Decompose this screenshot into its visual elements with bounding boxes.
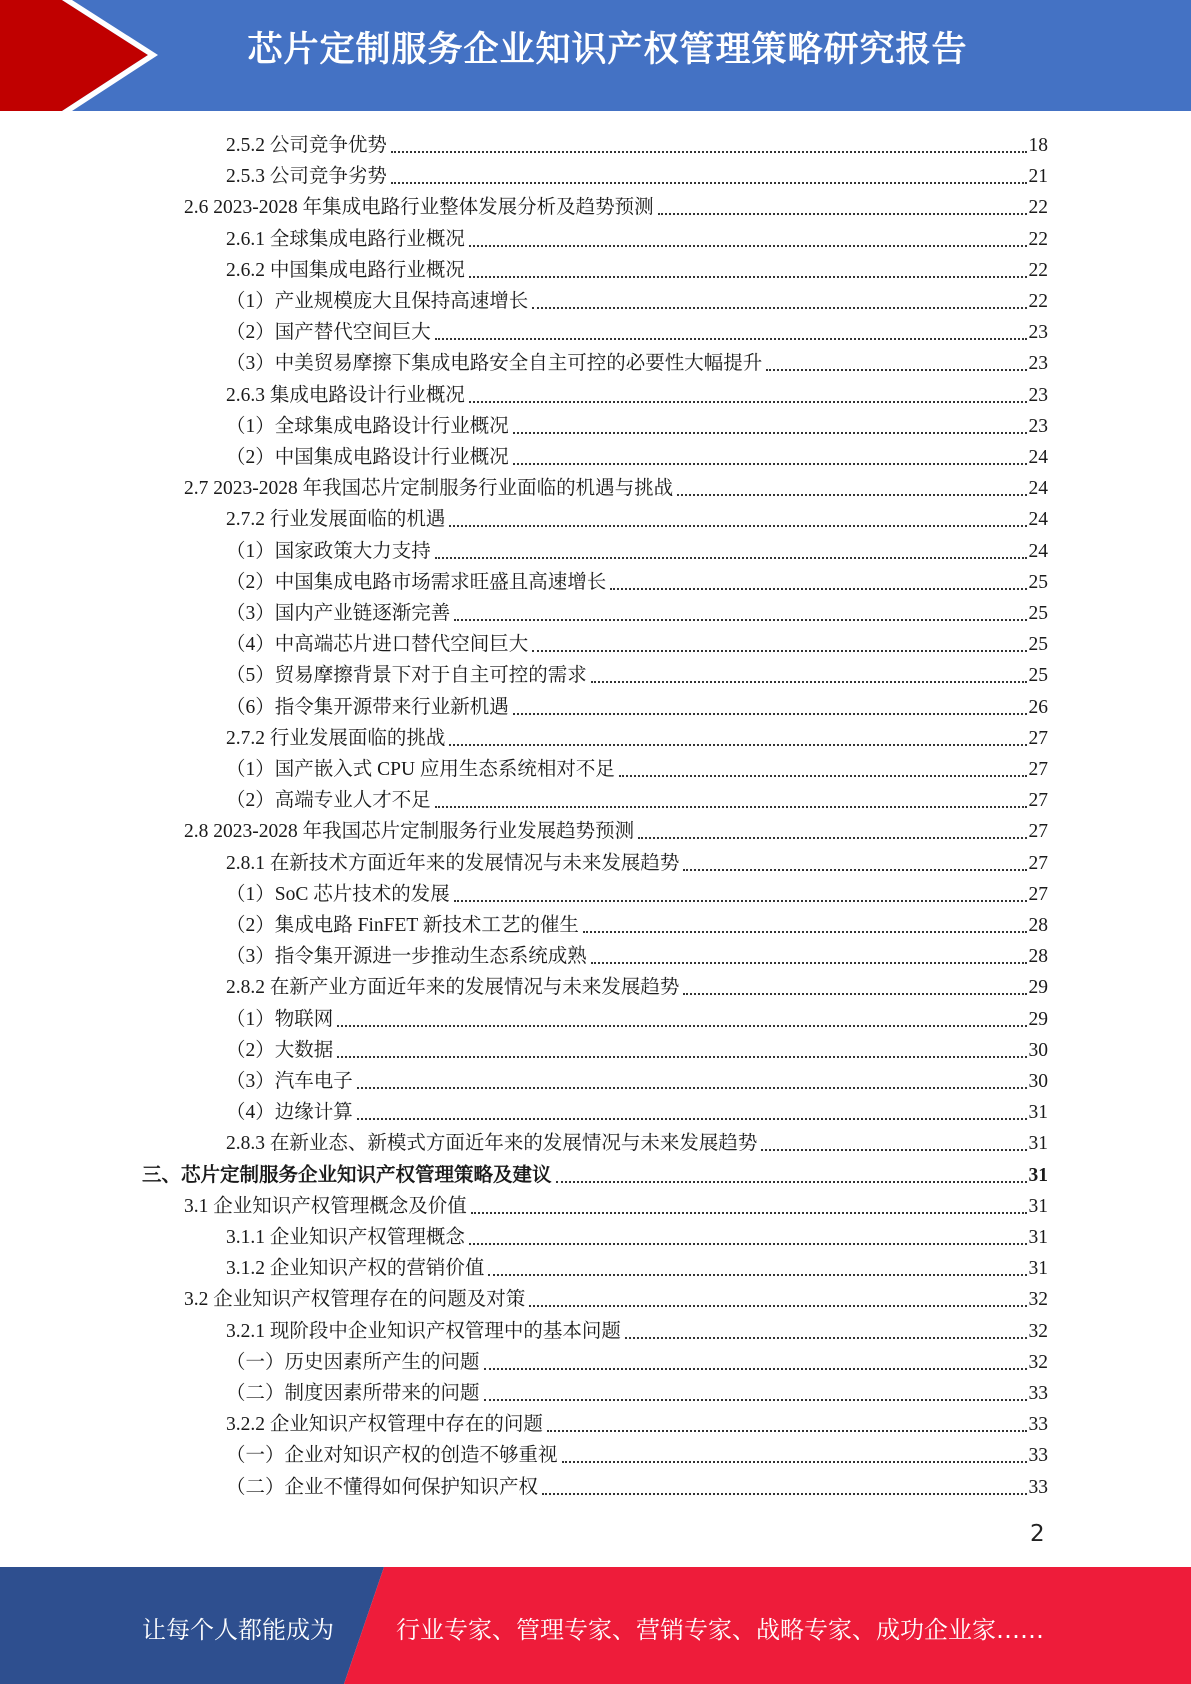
- toc-entry[interactable]: [226, 969, 1048, 1000]
- toc-entry[interactable]: [226, 1219, 1048, 1250]
- toc-entry-title: 2.5.3 公司竞争劣势: [226, 166, 387, 187]
- toc-entry[interactable]: [226, 626, 1048, 657]
- toc-leader-dots: [471, 1211, 1027, 1214]
- toc-entry-page: 23: [1028, 353, 1048, 374]
- toc-entry-title: 2.8.1 在新技术方面近年来的发展情况与未来发展趋势: [226, 853, 680, 874]
- toc-leader-dots: [513, 712, 1027, 715]
- toc-entry[interactable]: [226, 439, 1048, 470]
- toc-entry-title: 2.6.3 集成电路设计行业概况: [226, 385, 465, 406]
- toc-leader-dots: [513, 462, 1027, 465]
- toc-leader-dots: [529, 1304, 1026, 1307]
- toc-entry-title: 2.5.2 公司竞争优势: [226, 135, 387, 156]
- toc-entry-title: 3.2.1 现阶段中企业知识产权管理中的基本问题: [226, 1321, 621, 1342]
- toc-entry[interactable]: [184, 470, 1048, 501]
- toc-entry-title: （二）企业不懂得如何保护知识产权: [226, 1477, 539, 1498]
- toc-entry[interactable]: [226, 501, 1048, 532]
- footer-slogan-left: 让每个人都能成为: [142, 1616, 334, 1644]
- toc-leader-dots: [591, 961, 1027, 964]
- toc-entry-title: （5）贸易摩擦背景下对于自主可控的需求: [226, 665, 587, 686]
- toc-entry-title: （1）SoC 芯片技术的发展: [226, 884, 450, 905]
- page-header: [0, 0, 1191, 111]
- toc-entry-title: （1）物联网: [226, 1009, 334, 1030]
- toc-leader-dots: [583, 930, 1027, 933]
- toc-entry-title: 2.8.3 在新业态、新模式方面近年来的发展情况与未来发展趋势: [226, 1133, 758, 1154]
- toc-entry[interactable]: [184, 1188, 1048, 1219]
- toc-entry[interactable]: [226, 345, 1048, 376]
- toc-entry-page: 27: [1028, 759, 1048, 780]
- toc-entry-title: （3）汽车电子: [226, 1071, 353, 1092]
- toc-entry-title: 2.7.2 行业发展面临的机遇: [226, 509, 446, 530]
- toc-entry-page: 27: [1028, 790, 1048, 811]
- toc-entry-title: 三、芯片定制服务企业知识产权管理策略及建议: [142, 1165, 552, 1186]
- toc-entry[interactable]: [226, 564, 1048, 595]
- toc-entry-page: 27: [1028, 821, 1048, 842]
- toc-entry-page: 33: [1028, 1383, 1048, 1404]
- toc-entry[interactable]: [226, 377, 1048, 408]
- toc-entry-title: 3.1.2 企业知识产权的营销价值: [226, 1258, 485, 1279]
- toc-entry-page: 33: [1028, 1445, 1048, 1466]
- toc-entry-page: 30: [1028, 1071, 1048, 1092]
- toc-entry[interactable]: [184, 813, 1048, 844]
- toc-entry-title: （一）企业对知识产权的创造不够重视: [226, 1445, 558, 1466]
- toc-leader-dots: [513, 431, 1027, 434]
- toc-leader-dots: [484, 1367, 1027, 1370]
- toc-entry[interactable]: [184, 189, 1048, 220]
- toc-leader-dots: [683, 992, 1026, 995]
- toc-entry[interactable]: [226, 1001, 1048, 1032]
- toc-leader-dots: [619, 774, 1027, 777]
- toc-entry-page: 25: [1028, 665, 1048, 686]
- toc-entry-page: 27: [1028, 728, 1048, 749]
- toc-entry[interactable]: [226, 1344, 1048, 1375]
- toc-entry-page: 22: [1028, 229, 1048, 250]
- toc-entry-page: 31: [1028, 1165, 1048, 1186]
- toc-entry[interactable]: [226, 252, 1048, 283]
- toc-entry[interactable]: [226, 1469, 1048, 1500]
- toc-entry-title: （3）中美贸易摩擦下集成电路安全自主可控的必要性大幅提升: [226, 353, 763, 374]
- toc-entry-page: 23: [1028, 416, 1048, 437]
- toc-leader-dots: [532, 306, 1026, 309]
- toc-entry-page: 28: [1028, 915, 1048, 936]
- toc-entry-page: 31: [1028, 1133, 1048, 1154]
- toc-entry[interactable]: [226, 782, 1048, 813]
- toc-leader-dots: [469, 1242, 1027, 1245]
- toc-entry-page: 27: [1028, 853, 1048, 874]
- toc-entry-title: 2.8 2023-2028 年我国芯片定制服务行业发展趋势预测: [184, 821, 635, 842]
- toc-entry-title: 2.8.2 在新产业方面近年来的发展情况与未来发展趋势: [226, 977, 680, 998]
- toc-entry[interactable]: [226, 595, 1048, 626]
- toc-entry-title: （1）国产嵌入式 CPU 应用生态系统相对不足: [226, 759, 615, 780]
- toc-leader-dots: [766, 368, 1026, 371]
- toc-leader-dots: [469, 400, 1027, 403]
- toc-entry-title: 3.1.1 企业知识产权管理概念: [226, 1227, 465, 1248]
- toc-entry[interactable]: [226, 533, 1048, 564]
- toc-entry-title: 2.7 2023-2028 年我国芯片定制服务行业面临的机遇与挑战: [184, 478, 674, 499]
- toc-entry[interactable]: [184, 1281, 1048, 1312]
- footer-slogan-right: 行业专家、管理专家、营销专家、战略专家、成功企业家……: [396, 1616, 1044, 1644]
- toc-entry-page: 18: [1028, 135, 1048, 156]
- toc-leader-dots: [562, 1460, 1027, 1463]
- toc-entry[interactable]: [226, 1125, 1048, 1156]
- toc-entry[interactable]: [226, 408, 1048, 439]
- toc-entry[interactable]: [226, 1406, 1048, 1437]
- toc-entry-page: 25: [1028, 572, 1048, 593]
- toc-entry-page: 30: [1028, 1040, 1048, 1061]
- toc-entry-page: 29: [1028, 977, 1048, 998]
- toc-entry[interactable]: [226, 1032, 1048, 1063]
- toc-entry[interactable]: [226, 1437, 1048, 1468]
- toc-leader-dots: [610, 587, 1026, 590]
- toc-leader-dots: [435, 556, 1027, 559]
- toc-leader-dots: [761, 1148, 1026, 1151]
- toc-entry[interactable]: [226, 1063, 1048, 1094]
- toc-leader-dots: [658, 212, 1027, 215]
- toc-entry-title: 3.1 企业知识产权管理概念及价值: [184, 1196, 467, 1217]
- toc-entry[interactable]: [226, 657, 1048, 688]
- toc-entry-title: （一）历史因素所产生的问题: [226, 1352, 480, 1373]
- toc-leader-dots: [677, 493, 1026, 496]
- toc-entry-title: 2.6 2023-2028 年集成电路行业整体发展分析及趋势预测: [184, 197, 654, 218]
- toc-entry-page: 25: [1028, 603, 1048, 624]
- toc-entry-page: 22: [1028, 197, 1048, 218]
- toc-leader-dots: [547, 1429, 1027, 1432]
- toc-entry-page: 33: [1028, 1414, 1048, 1435]
- toc-entry[interactable]: [226, 1375, 1048, 1406]
- toc-leader-dots: [357, 1086, 1027, 1089]
- toc-entry-title: （2）中国集成电路市场需求旺盛且高速增长: [226, 572, 607, 593]
- toc-leader-dots: [638, 836, 1026, 839]
- toc-entry-page: 32: [1028, 1352, 1048, 1373]
- toc-entry-page: 26: [1028, 697, 1048, 718]
- toc-leader-dots: [454, 899, 1027, 902]
- toc-entry[interactable]: [226, 751, 1048, 782]
- toc-entry-page: 23: [1028, 385, 1048, 406]
- page-number: 2: [1030, 1521, 1045, 1547]
- toc-entry-title: （6）指令集开源带来行业新机遇: [226, 697, 509, 718]
- toc-entry[interactable]: [226, 1094, 1048, 1125]
- report-title: 芯片定制服务企业知识产权管理策略研究报告: [247, 30, 968, 70]
- toc-entry[interactable]: [226, 689, 1048, 720]
- toc-entry-title: （二）制度因素所带来的问题: [226, 1383, 480, 1404]
- toc-entry-title: 2.7.2 行业发展面临的挑战: [226, 728, 446, 749]
- toc-entry-page: 31: [1028, 1102, 1048, 1123]
- toc-entry-page: 29: [1028, 1009, 1048, 1030]
- toc-entry-page: 33: [1028, 1477, 1048, 1498]
- toc-entry-title: （3）指令集开源进一步推动生态系统成熟: [226, 946, 587, 967]
- toc-entry-page: 22: [1028, 260, 1048, 281]
- toc-entry-title: （3）国内产业链逐渐完善: [226, 603, 451, 624]
- toc-entry-title: （2）大数据: [226, 1040, 334, 1061]
- toc-entry-page: 24: [1028, 447, 1048, 468]
- toc-entry[interactable]: [226, 938, 1048, 969]
- toc-leader-dots: [454, 618, 1026, 621]
- toc-entry-title: （2）集成电路 FinFET 新技术工艺的催生: [226, 915, 579, 936]
- toc-entry-page: 21: [1028, 166, 1048, 187]
- toc-leader-dots: [683, 868, 1026, 871]
- toc-entry-title: （2）国产替代空间巨大: [226, 322, 431, 343]
- toc-leader-dots: [556, 1180, 1027, 1183]
- toc-entry[interactable]: [226, 283, 1048, 314]
- toc-leader-dots: [449, 524, 1026, 527]
- toc-leader-dots: [484, 1398, 1027, 1401]
- toc-entry[interactable]: [226, 720, 1048, 751]
- toc-leader-dots: [435, 805, 1027, 808]
- toc-leader-dots: [469, 275, 1027, 278]
- toc-leader-dots: [469, 244, 1027, 247]
- toc-entry-page: 32: [1028, 1321, 1048, 1342]
- toc-entry-title: 2.6.2 中国集成电路行业概况: [226, 260, 465, 281]
- toc-entry-title: （4）边缘计算: [226, 1102, 353, 1123]
- toc-leader-dots: [532, 649, 1026, 652]
- toc-entry-title: （4）中高端芯片进口替代空间巨大: [226, 634, 529, 655]
- toc-leader-dots: [591, 680, 1027, 683]
- toc-entry-page: 31: [1028, 1196, 1048, 1217]
- toc-entry[interactable]: [226, 876, 1048, 907]
- toc-leader-dots: [337, 1055, 1026, 1058]
- toc-entry-page: 23: [1028, 322, 1048, 343]
- toc-entry-page: 25: [1028, 634, 1048, 655]
- toc-entry-page: 22: [1028, 291, 1048, 312]
- toc-entry-title: （1）国家政策大力支持: [226, 541, 431, 562]
- toc-entry[interactable]: [226, 127, 1048, 158]
- toc-leader-dots: [391, 150, 1027, 153]
- toc-entry-page: 24: [1028, 541, 1048, 562]
- toc-entry[interactable]: [226, 158, 1048, 189]
- toc-entry-title: 3.2 企业知识产权管理存在的问题及对策: [184, 1289, 526, 1310]
- toc-leader-dots: [391, 181, 1027, 184]
- toc-entry-title: 2.6.1 全球集成电路行业概况: [226, 229, 465, 250]
- toc-entry-page: 27: [1028, 884, 1048, 905]
- toc-entry[interactable]: [226, 221, 1048, 252]
- toc-entry[interactable]: [142, 1157, 1048, 1188]
- toc-entry-page: 24: [1028, 478, 1048, 499]
- toc-entry-page: 31: [1028, 1258, 1048, 1279]
- toc-entry[interactable]: [226, 1313, 1048, 1344]
- toc-entry-title: （1）产业规模庞大且保持高速增长: [226, 291, 529, 312]
- toc-leader-dots: [449, 743, 1026, 746]
- toc-leader-dots: [542, 1492, 1026, 1495]
- toc-entry-title: （1）全球集成电路设计行业概况: [226, 416, 509, 437]
- toc-leader-dots: [357, 1117, 1027, 1120]
- toc-leader-dots: [625, 1336, 1027, 1339]
- toc-entry[interactable]: [226, 314, 1048, 345]
- toc-leader-dots: [435, 337, 1027, 340]
- toc-entry-page: 24: [1028, 509, 1048, 530]
- toc-entry[interactable]: [226, 845, 1048, 876]
- toc-leader-dots: [337, 1024, 1026, 1027]
- toc-entry[interactable]: [226, 907, 1048, 938]
- toc-entry-page: 31: [1028, 1227, 1048, 1248]
- page-footer: [0, 1567, 1191, 1684]
- toc-leader-dots: [488, 1273, 1026, 1276]
- toc-entry-title: 3.2.2 企业知识产权管理中存在的问题: [226, 1414, 543, 1435]
- toc-entry-page: 32: [1028, 1289, 1048, 1310]
- toc-entry[interactable]: [226, 1250, 1048, 1281]
- toc-entry-title: （2）高端专业人才不足: [226, 790, 431, 811]
- toc-entry-page: 28: [1028, 946, 1048, 967]
- toc-entry-title: （2）中国集成电路设计行业概况: [226, 447, 509, 468]
